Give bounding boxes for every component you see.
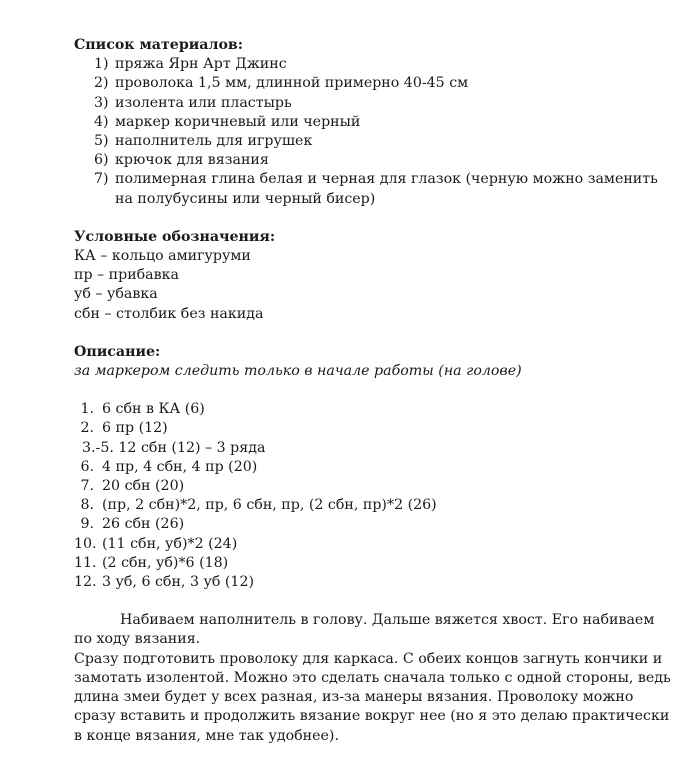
- step-item: [74, 400, 674, 419]
- list-item: [74, 94, 674, 113]
- step-item: [74, 458, 674, 477]
- list-item-number: 6): [94, 152, 109, 169]
- step-number: 3.-5.: [82, 439, 114, 456]
- list-item: [74, 74, 674, 93]
- list-item: [74, 132, 674, 151]
- step-number: 8.: [80, 497, 94, 514]
- spacer: [74, 592, 674, 611]
- step-item: [74, 535, 674, 554]
- list-item-number: 5): [94, 133, 109, 150]
- legend-item: уб – убавка: [74, 286, 158, 303]
- list-item: [74, 113, 674, 132]
- legend-item: пр – прибавка: [74, 267, 179, 284]
- list-item-text: крючок для вязания: [115, 152, 269, 169]
- step-number: 12.: [74, 574, 97, 591]
- step-text: 6 пр (12): [102, 420, 168, 437]
- list-item-text: полимерная глина белая и черная для глазок (черную можно заменить на полубусины или черный бисер): [115, 171, 658, 207]
- description-heading: Описание:: [74, 343, 161, 360]
- step-text: 3 уб, 6 сбн, 3 уб (12): [102, 574, 255, 591]
- list-item-text: пряжа Ярн Арт Джинс: [115, 56, 287, 73]
- paragraph: Сразу подготовить проволоку для каркаса. С обеих концов загнуть кончики и замотать изолентой. Можно это сделать сначала только с одной стороны, ведь длина змеи будет у всех разная, из-за манеры вязания. Проволоку можно сразу вставить и продолжить вязание вокруг нее (но я это делаю практически в конце вязания, мне так удобнее).: [74, 650, 671, 744]
- description-note: за маркером следить только в начале работы (на голове): [74, 363, 522, 380]
- step-text: 4 пр, 4 сбн, 4 пр (20): [102, 458, 258, 475]
- step-text: (пр, 2 сбн)*2, пр, 6 сбн, пр, (2 сбн, пр)*2 (26): [102, 497, 437, 514]
- list-item-text: изолента или пластырь: [115, 94, 292, 111]
- materials-heading: Список материалов:: [74, 37, 244, 53]
- legend-heading: Условные обозначения:: [74, 228, 276, 245]
- legend-list: [74, 247, 674, 324]
- step-text: (11 сбн, уб)*2 (24): [102, 535, 238, 552]
- list-item: [74, 170, 674, 208]
- list-item-number: 1): [94, 56, 109, 73]
- document-page: [74, 36, 674, 746]
- legend-item: КА – кольцо амигуруми: [74, 248, 251, 265]
- list-item-number: 4): [94, 113, 109, 130]
- step-text: 12 сбн (12) – 3 ряда: [118, 439, 266, 456]
- step-number: 9.: [80, 516, 94, 533]
- step-item: [74, 554, 674, 573]
- legend-item: сбн – столбик без накида: [74, 305, 264, 322]
- step-number: 7.: [80, 478, 94, 495]
- step-item: [74, 496, 674, 515]
- spacer: [74, 209, 674, 228]
- step-text: 20 сбн (20): [102, 478, 185, 495]
- spacer: [74, 381, 674, 400]
- step-text: 26 сбн (26): [102, 516, 185, 533]
- step-number: 11.: [74, 554, 97, 571]
- step-item: [74, 515, 674, 534]
- list-item-number: 3): [94, 94, 109, 111]
- step-item: [74, 477, 674, 496]
- step-number: 2.: [80, 420, 94, 437]
- step-item: [74, 419, 674, 438]
- step-text: (2 сбн, уб)*6 (18): [102, 554, 229, 571]
- spacer: [74, 324, 674, 343]
- list-item: [74, 151, 674, 170]
- step-number: 6.: [80, 458, 94, 475]
- step-item: [74, 439, 674, 458]
- materials-list: [74, 55, 674, 209]
- list-item-text: маркер коричневый или черный: [115, 113, 361, 130]
- list-item-number: 7): [94, 171, 109, 188]
- list-item-text: проволока 1,5 мм, длинной примерно 40-45 см: [115, 75, 469, 92]
- list-item: [74, 55, 674, 74]
- list-item-number: 2): [94, 75, 109, 92]
- step-number: 1.: [80, 401, 94, 418]
- list-item-text: наполнитель для игрушек: [115, 133, 313, 150]
- step-text: 6 сбн в КА (6): [102, 401, 205, 418]
- steps-list: [74, 400, 674, 592]
- step-number: 10.: [74, 535, 97, 552]
- paragraph: Набиваем наполнитель в голову. Дальше вяжется хвост. Его набиваем по ходу вязания.: [74, 612, 655, 648]
- step-item: [74, 573, 674, 592]
